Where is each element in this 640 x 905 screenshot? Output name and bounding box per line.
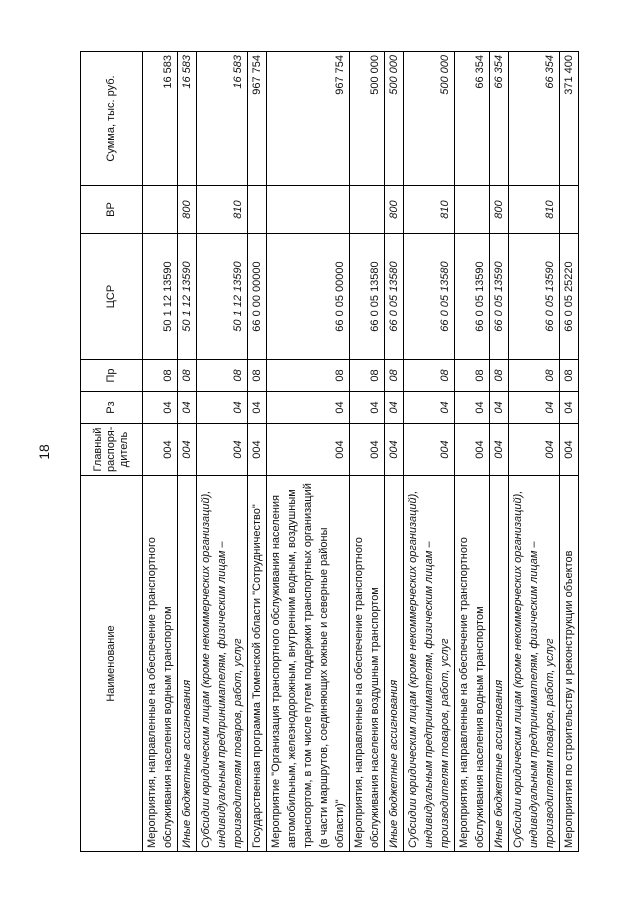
cell-pr: 08 <box>267 360 350 392</box>
cell-pr: 08 <box>404 360 455 392</box>
cell-vr: 810 <box>509 186 560 234</box>
cell-sum: 967 754 <box>267 52 350 186</box>
table-body <box>143 52 579 852</box>
cell-csr: 50 1 12 13590 <box>197 234 248 360</box>
cell-gr: 004 <box>248 424 267 476</box>
cell-sum: 500 000 <box>404 52 455 186</box>
header-vr: ВР <box>81 186 143 234</box>
cell-vr <box>560 186 579 234</box>
header-gr: Главный распоря-дитель <box>81 424 143 476</box>
cell-name: Субсидии юридическим лицам (кроме некоммерческих организаций), индивидуальным предпринимателям, физическим лицам – производителям товаров, работ, услуг <box>404 476 455 852</box>
header-name: Наименование <box>81 476 143 852</box>
header-sum: Сумма, тыс. руб. <box>81 52 143 186</box>
cell-name: Государственная программа Тюменской области "Сотрудничество" <box>248 476 267 852</box>
cell-name: Мероприятия, направленные на обеспечение транспортного обслуживания населения водным транспортом <box>455 476 490 852</box>
table-row <box>560 52 579 852</box>
cell-vr: 800 <box>490 186 509 234</box>
table-row <box>248 52 267 852</box>
cell-csr: 66 0 00 00000 <box>248 234 267 360</box>
table-row <box>490 52 509 852</box>
table-row <box>404 52 455 852</box>
cell-pr: 08 <box>385 360 404 392</box>
cell-csr: 66 0 05 13590 <box>490 234 509 360</box>
budget-table <box>80 51 579 852</box>
cell-rz: 04 <box>509 392 560 424</box>
cell-pr: 08 <box>490 360 509 392</box>
page-number: 18 <box>35 444 52 460</box>
cell-name: Мероприятия, направленные на обеспечение транспортного обслуживания населения воздушным транспортом <box>350 476 385 852</box>
cell-vr: 800 <box>178 186 197 234</box>
cell-sum: 967 754 <box>248 52 267 186</box>
cell-rz: 04 <box>404 392 455 424</box>
cell-csr: 66 0 05 13580 <box>385 234 404 360</box>
header-pr: Пр <box>81 360 143 392</box>
cell-vr: 810 <box>197 186 248 234</box>
cell-rz: 04 <box>350 392 385 424</box>
cell-vr <box>248 186 267 234</box>
cell-vr <box>455 186 490 234</box>
cell-pr: 08 <box>143 360 178 392</box>
table-row <box>455 52 490 852</box>
cell-gr: 004 <box>143 424 178 476</box>
cell-sum: 66 354 <box>455 52 490 186</box>
cell-vr <box>350 186 385 234</box>
cell-rz: 04 <box>197 392 248 424</box>
cell-name: Мероприятия, направленные на обеспечение транспортного обслуживания населения водным транспортом <box>143 476 178 852</box>
cell-pr: 08 <box>455 360 490 392</box>
cell-rz: 04 <box>248 392 267 424</box>
cell-sum: 66 354 <box>509 52 560 186</box>
table-header-row <box>81 52 143 852</box>
cell-pr: 08 <box>178 360 197 392</box>
cell-rz: 04 <box>267 392 350 424</box>
cell-gr: 004 <box>350 424 385 476</box>
cell-gr: 004 <box>509 424 560 476</box>
cell-name: Иные бюджетные ассигнования <box>178 476 197 852</box>
cell-vr: 810 <box>404 186 455 234</box>
cell-rz: 04 <box>560 392 579 424</box>
cell-gr: 004 <box>560 424 579 476</box>
cell-csr: 66 0 05 13590 <box>509 234 560 360</box>
cell-csr: 66 0 05 13590 <box>455 234 490 360</box>
table-row <box>350 52 385 852</box>
cell-gr: 004 <box>455 424 490 476</box>
cell-sum: 66 354 <box>490 52 509 186</box>
cell-rz: 04 <box>490 392 509 424</box>
cell-vr: 800 <box>385 186 404 234</box>
cell-gr: 004 <box>490 424 509 476</box>
cell-gr: 004 <box>267 424 350 476</box>
cell-sum: 16 583 <box>143 52 178 186</box>
table-row <box>143 52 178 852</box>
cell-vr <box>267 186 350 234</box>
cell-name: Субсидии юридическим лицам (кроме некоммерческих организаций), индивидуальным предпринимателям, физическим лицам – производителям товаров, работ, услуг <box>197 476 248 852</box>
table-row <box>178 52 197 852</box>
cell-name: Субсидии юридическим лицам (кроме некоммерческих организаций), индивидуальным предпринимателям, физическим лицам – производителям товаров, работ, услуг <box>509 476 560 852</box>
table-row <box>197 52 248 852</box>
table-row <box>509 52 560 852</box>
cell-pr: 08 <box>350 360 385 392</box>
cell-gr: 004 <box>404 424 455 476</box>
cell-name: Мероприятия по строительству и реконструкции объектов <box>560 476 579 852</box>
cell-rz: 04 <box>143 392 178 424</box>
cell-sum: 16 583 <box>197 52 248 186</box>
cell-name: Иные бюджетные ассигнования <box>490 476 509 852</box>
header-rz: Рз <box>81 392 143 424</box>
cell-sum: 16 583 <box>178 52 197 186</box>
cell-name: Мероприятие "Организация транспортного обслуживания населения автомобильным, железнодорожным, внутренним водным, воздушным транспортом, в том числе путем поддержки транспортных организаций (в части маршрутов, соединяющих южные и северные районы области)" <box>267 476 350 852</box>
cell-gr: 004 <box>385 424 404 476</box>
cell-sum: 371 400 <box>560 52 579 186</box>
cell-rz: 04 <box>455 392 490 424</box>
header-csr: ЦСР <box>81 234 143 360</box>
cell-vr <box>143 186 178 234</box>
cell-pr: 08 <box>560 360 579 392</box>
cell-name: Иные бюджетные ассигнования <box>385 476 404 852</box>
cell-sum: 500 000 <box>385 52 404 186</box>
cell-csr: 50 1 12 13590 <box>178 234 197 360</box>
table-row <box>385 52 404 852</box>
cell-pr: 08 <box>197 360 248 392</box>
rotated-table-container <box>80 52 575 852</box>
cell-gr: 004 <box>178 424 197 476</box>
cell-pr: 08 <box>509 360 560 392</box>
cell-gr: 004 <box>197 424 248 476</box>
table-row <box>267 52 350 852</box>
cell-pr: 08 <box>248 360 267 392</box>
cell-rz: 04 <box>385 392 404 424</box>
cell-csr: 66 0 05 13580 <box>350 234 385 360</box>
cell-sum: 500 000 <box>350 52 385 186</box>
cell-rz: 04 <box>178 392 197 424</box>
cell-csr: 50 1 12 13590 <box>143 234 178 360</box>
cell-csr: 66 0 05 00000 <box>267 234 350 360</box>
cell-csr: 66 0 05 25220 <box>560 234 579 360</box>
cell-csr: 66 0 05 13580 <box>404 234 455 360</box>
